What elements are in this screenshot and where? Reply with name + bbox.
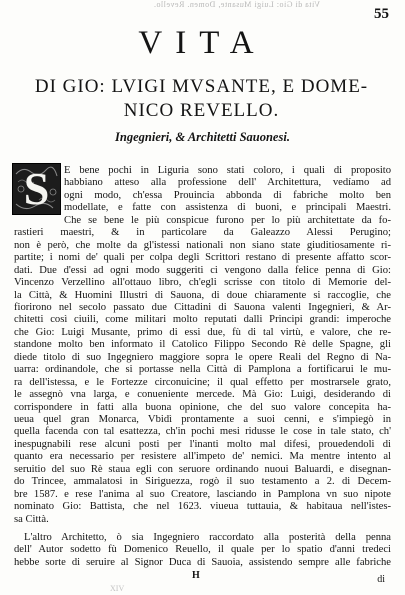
text-line: hebbe sorte di seruire al Signor Duca di Sauoia, assistendo sempre alle fabriche — [14, 556, 391, 568]
page-number: 55 — [374, 6, 389, 22]
chapter-heading: VITA — [138, 25, 267, 61]
text-line: dell' Autor sodetto fù Domenico Reuello, il quale per lo spatio d'anni tredeci — [14, 544, 391, 556]
title-line-1: DI GIO: LVIGI MVSANTE, E DOME- — [34, 76, 369, 97]
text-line: quella facenda con tal esattezza, ch'in pochi mesi ridusse le cose in tale stato, ch' — [14, 426, 391, 438]
title-line-2: NICO REVELLO. — [123, 100, 280, 121]
text-line: Che se bene le più conspicue furono per lo più architettate da fo- — [64, 214, 391, 226]
text-line: ra dell'istessa, e le Fortezze circonuicine; il qual effetto per mostrarsele grato, — [14, 376, 391, 388]
text-line: ueua quel gran Monarca, Vbidì prontamente a suoi cenni, e s'impiegò in — [14, 414, 391, 425]
text-line: che Gio: Luigi Musante, primo di essi due, fù di tal virtù, e valore, che re- — [14, 326, 391, 338]
bleed-through-text: Vita di Gio: Luigi Musante, Domen. Revello. — [153, 0, 320, 9]
text-line: nominato Gio: Battista, che nel 1623. viueua tuttauia, & habitaua nell'istes- — [14, 501, 391, 513]
text-line: la Città, & Huomini Illustri di Sauona, di doue chiaramente si raccoglie, che — [14, 289, 391, 301]
text-line: Vincenzo Verzellino all'ottauo libro, ch'egli scrisse con titolo di Memorie del- — [14, 277, 391, 289]
subtitle: Ingegnieri, & Architetti Sauonesi. — [115, 130, 290, 144]
text-line: habbiano atteso alla professione dell' Architettura, vedíamo ad — [64, 177, 391, 189]
text-line: inespugnabili rese alcuni posti per l'inanti molto mal difesi, prouedendoli di — [14, 438, 391, 450]
text-line: E bene pochi in Liguria sono stati coloro, i quali di proposito — [64, 165, 391, 176]
text-line: standone molto ben informato il Catolico Filippo Secondo Rè delle Spagne, gli — [14, 339, 391, 351]
text-line: le assegnò vna larga, e conueniente mercede. Mà Gio: Luigi, desiderando di — [14, 389, 391, 401]
text-line: corrispondere in fatti alla buona opinione, che del suo valore concepita ha- — [14, 401, 391, 413]
text-line: bre 1587. e rese l'anima al suo Creatore, lasciando in Pamplona vn suo nipote — [14, 488, 391, 500]
text-line: quanto era necessario per resistere all'impeto de' nemici. Ma mentre intento al — [14, 451, 391, 463]
text-line: non è però, che molte da gl'istessi nationali non siano state giuditiosamente ri- — [14, 239, 391, 251]
text-line: ogni modo, ch'essa Prouincia abbonda di fabriche molto ben — [64, 189, 391, 201]
initial-letter: S — [23, 163, 50, 214]
bottom-mark: XIV — [110, 584, 125, 593]
text-line: modellate, e fatte con assistenza di buoni, e principali Maestri. — [64, 202, 391, 214]
text-line: fiorirono nel secolo passato due Cittadini di Sauona valenti Ingegnieri, & Ar- — [14, 301, 391, 313]
text-line: partite; i nomi de' quali per colpa degli Scrittori restano di presente affatto scor- — [14, 252, 391, 264]
text-line: chitetti così ciuili, come militari molto reputati dalli Principi grandi: imperoche — [14, 314, 391, 326]
text-line: uarra: ordinandole, che si portasse nella Città di Pamplona a fortificarui le mu- — [14, 364, 391, 376]
signature-mark: H — [192, 570, 200, 581]
text-line: seruitio del suo Rè staua egli con seruore ordinando nuoui Baluardi, e disegnan- — [14, 463, 391, 475]
text-line: diede titolo di suo Ingegniero maggiore sopra le opere Reali del Regno di Na- — [14, 351, 391, 363]
decorated-initial — [12, 163, 61, 215]
text-line: sa Città. — [14, 513, 49, 525]
text-line: L'altro Architetto, ò sia Ingegniero raccordato alla posterità della penna — [24, 532, 391, 543]
text-line: dati. Due d'essi ad ogni modo suggeriti ci vengono dalla felice penna di Gio: — [14, 264, 391, 276]
text-line: rastieri maestri, & in particolare da Galeazzo Alessi Perugino; — [14, 227, 391, 239]
catchword: di — [377, 574, 385, 585]
text-line: do Trincee, ammalatosi in Siriguezza, rogò il suo testamento a 2. di Decem- — [14, 476, 391, 488]
